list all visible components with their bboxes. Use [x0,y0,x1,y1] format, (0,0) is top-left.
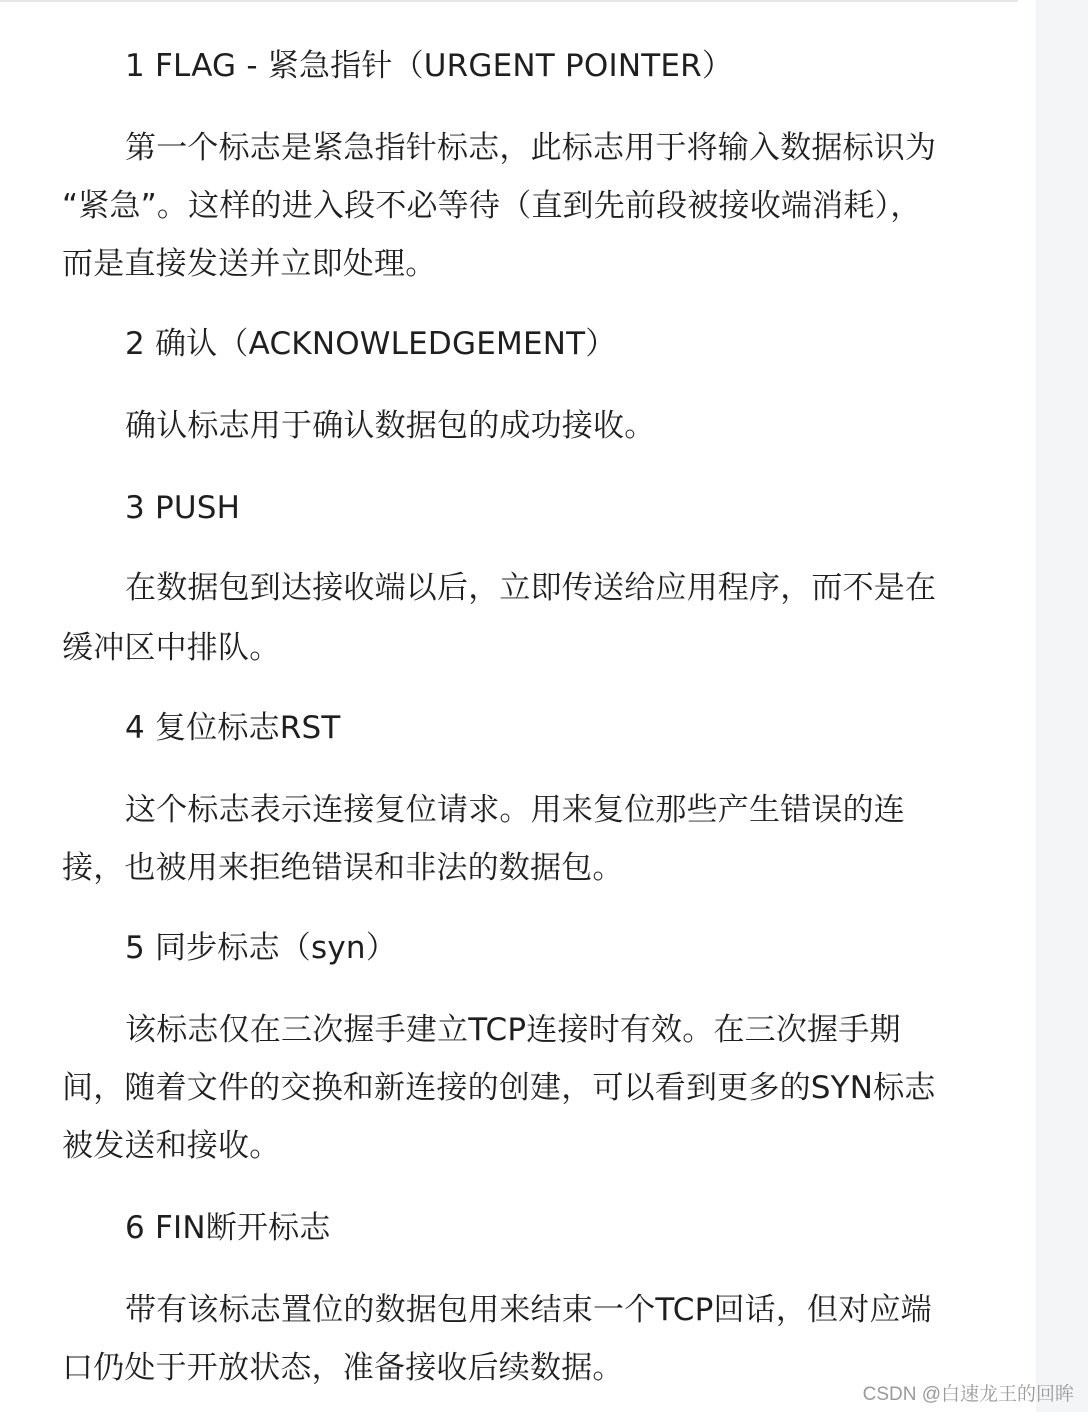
section-5-line-1: 该标志仅在三次握手建立TCP连接时有效。在三次握手期 [125,1012,901,1048]
csdn-watermark: CSDN @白速龙王的回眸 [862,1384,1074,1405]
section-1-line-2: “紧急”。这样的进入段不必等待（直到先前段被接收端消耗）， [62,188,922,224]
section-6-line-1: 带有该标志置位的数据包用来结束一个TCP回话，但对应端 [125,1292,932,1328]
section-5-heading: 5 同步标志（syn） [125,930,397,966]
section-6-line-2: 口仍处于开放状态，准备接收后续数据。 [62,1350,624,1386]
page-gutter [1036,0,1088,1412]
section-3-heading: 3 PUSH [125,490,241,526]
section-5-line-3: 被发送和接收。 [62,1128,281,1164]
section-3-line-2: 缓冲区中排队。 [62,630,281,666]
section-4-line-2: 接，也被用来拒绝错误和非法的数据包。 [62,850,624,886]
section-1-heading: 1 FLAG - 紧急指针（URGENT POINTER） [125,48,734,84]
section-5-line-2: 间，随着文件的交换和新连接的创建，可以看到更多的SYN标志 [62,1070,936,1106]
section-6-heading: 6 FIN断开标志 [125,1210,331,1246]
section-2-line-1: 确认标志用于确认数据包的成功接收。 [125,408,656,444]
section-2-heading: 2 确认（ACKNOWLEDGEMENT） [125,326,617,362]
section-4-line-1: 这个标志表示连接复位请求。用来复位那些产生错误的连 [125,792,905,828]
section-1-line-1: 第一个标志是紧急指针标志，此标志用于将输入数据标识为 [125,130,937,166]
section-1-line-3: 而是直接发送并立即处理。 [62,246,437,282]
section-4-heading: 4 复位标志RST [125,710,341,746]
section-3-line-1: 在数据包到达接收端以后，立即传送给应用程序，而不是在 [125,570,937,606]
